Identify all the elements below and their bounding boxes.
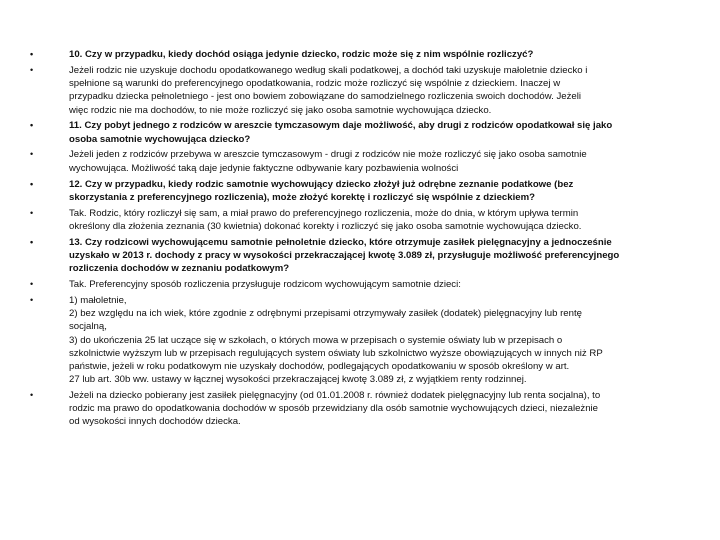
text-line: skorzystania z preferencyjnego rozliczenia), może złożyć korektę i rozliczyć się wspólnie z dzieckiem? (69, 191, 535, 203)
faq-bullet-list (30, 48, 690, 431)
text-line: rodzic ma prawo do opodatkowania dochodów w sposób przewidziany dla osób samotnie wychowujących dzieci, niezależnie (69, 403, 599, 415)
answer-item (30, 207, 690, 233)
question-item (30, 119, 690, 145)
text-line: osoba samotnie wychowująca dziecko? (69, 133, 251, 145)
answer-item (30, 389, 690, 429)
bullet-icon: • (30, 294, 34, 305)
text-line: Jeżeli jeden z rodziców przebywa w areszcie tymczasowym - drugi z rodziców nie może rozliczyć się jako osoba samotnie (69, 149, 587, 161)
question-item (30, 178, 690, 204)
text-line: Tak. Preferencyjny sposób rozliczenia przysługuje rodzicom wychowującym samotnie dzieci: (69, 279, 461, 291)
text-line: 10. Czy w przypadku, kiedy dochód osiąga jedynie dziecko, rodzic może się z nim wspólnie rozliczyć? (69, 49, 534, 60)
question-item (30, 48, 690, 61)
bullet-icon: • (30, 390, 34, 401)
answer-item (30, 294, 690, 386)
answer-item (30, 148, 690, 174)
text-line: 1) małoletnie, (69, 294, 127, 306)
text-line: 11. Czy pobyt jednego z rodziców w areszcie tymczasowym daje możliwość, aby drugi z rodziców opodatkował się jako (69, 120, 613, 132)
question-item (30, 236, 690, 276)
bullet-icon: • (30, 49, 34, 59)
text-line: 27 lub art. 30b ww. ustawy w łącznej wysokości przekraczającej kwotę 3.089 zł, z wyjątkiem renty rodzinnej. (69, 374, 527, 386)
text-line: 13. Czy rodzicowi wychowującemu samotnie pełnoletnie dziecko, które otrzymuje zasiłek pielęgnacyjny a jednocześnie (69, 236, 612, 248)
answer-item (30, 64, 690, 117)
text-line: 3) do ukończenia 25 lat uczące się w szkołach, o których mowa w przepisach o systemie oświaty lub w przepisach o (69, 334, 563, 346)
text-line: Jeżeli na dziecko pobierany jest zasiłek pielęgnacyjny (od 01.01.2008 r. również dodatek pielęgnacyjny lub renta socjalna), to (69, 390, 601, 402)
text-line: rozliczenia dochodów w zeznaniu podatkowym? (69, 263, 290, 275)
text-line: socjalną, (69, 321, 107, 333)
bullet-icon: • (30, 149, 34, 160)
text-line: państwie, jeżeli w roku podatkowym nie uzyskały dochodów, podlegających opodatkowaniu w sposób określony w art. (69, 360, 570, 372)
answer-item (30, 278, 690, 291)
text-line: spełnione są warunki do preferencyjnego opodatkowania, rodzic może rozliczyć się wspólnie z dzieckiem. Inaczej w (69, 78, 561, 90)
text-line: Jeżeli rodzic nie uzyskuje dochodu opodatkowanego według skali podatkowej, a dochód taki uzyskuje małoletnie dziecko i (69, 64, 588, 76)
text-line: określony dla złożenia zeznania (30 kwietnia) dokonać korekty i rozliczyć się jako osoba samotnie wychowująca dziecko. (69, 220, 582, 232)
text-line: uzyskało w 2013 r. dochody z pracy w wysokości przekraczającej kwotę 3.089 zł, przysługuje możliwość preferencyjnego (69, 249, 620, 261)
bullet-icon: • (30, 236, 34, 247)
bullet-icon: • (30, 178, 34, 189)
text-line: od wysokości innych dochodów dziecka. (69, 416, 241, 428)
text-line: 2) bez względu na ich wiek, które zgodnie z odrębnymi przepisami otrzymywały zasiłek (dodatek) pielęgnacyjny lub rentę (69, 308, 582, 320)
bullet-icon: • (30, 207, 34, 218)
bullet-icon: • (30, 120, 34, 131)
bullet-icon: • (30, 279, 34, 290)
text-line: 12. Czy w przypadku, kiedy rodzic samotnie wychowujący dziecko złożył już odrębne zeznanie podatkowe (bez (69, 178, 574, 190)
text-line: więc rodzic nie ma dochodów, to nie może rozliczyć się jako osoba samotnie wychowująca dziecko. (69, 104, 492, 116)
text-line: wychowująca. Możliwość taką daje jedynie faktyczne odbywanie kary pozbawienia wolności (69, 162, 459, 174)
text-line: przypadku dziecka pełnoletniego - jest ono bowiem zobowiązane do samodzielnego rozliczenia swoich dochodów. Jeżeli (69, 91, 581, 103)
text-line: Tak. Rodzic, który rozliczył się sam, a miał prawo do preferencyjnego rozliczenia, może do dnia, w którym upływa termin (69, 207, 579, 219)
bullet-icon: • (30, 64, 34, 75)
text-line: szkolnictwie wyższym lub w przepisach regulujących system oświaty lub szkolnictwo wyższe obowiązujących w innych niż RP (69, 347, 603, 359)
